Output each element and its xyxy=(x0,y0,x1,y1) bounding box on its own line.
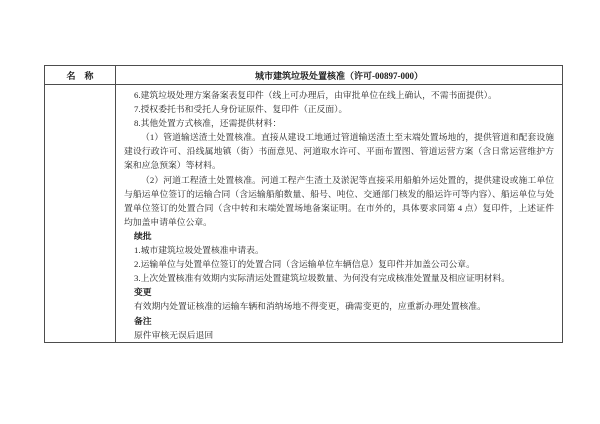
paragraph-remarks-text: 原件审核无误后退回 xyxy=(134,329,214,340)
section-heading-renewal: 续批 xyxy=(134,230,152,241)
paragraph-renewal-1: 1.城市建筑垃圾处置核准申请表。 xyxy=(134,245,264,256)
title-cell xyxy=(116,66,563,85)
paragraph-change-text: 有效期内处置证核准的运输车辆和消纳场地不得变更，确需变更的，应重新办理处置核准。 xyxy=(134,301,486,312)
paragraph-item-7: 7.授权委托书和受托人身份证原件、复印件（正反面）。 xyxy=(134,104,348,115)
paragraph-renewal-2: 2.运输单位与处置单位签订的处置合同（含运输单位车辆信息）复印件并加盖公司公章。 xyxy=(134,259,475,270)
empty-side-cell xyxy=(45,85,116,343)
section-heading-remarks: 备注 xyxy=(134,315,152,326)
paragraph-subitem-1: （1）管道输送渣土处置核准。直接从建设工地通过管道输送渣土至末端处置场地的，提供管道和配套设施建设行政许可、沿线属地镇（街）书面意见、河道取水许可、平面布置图、管道运营方案（含日常运营维护方案和应急预案）等材料。 xyxy=(124,132,554,171)
page-title: 城市建筑垃圾处置核准（许可-00897-000） xyxy=(255,70,423,81)
header-row xyxy=(45,66,563,85)
section-heading-change: 变更 xyxy=(134,287,152,298)
paragraph-subitem-2: （2）河道工程渣土处置核准。河道工程产生渣土及淤泥等直接采用船舶外运处置的，提供建设或施工单位与船运单位签订的运输合同（含运输船舶数量、船号、吨位、交通部门核发的船运许可等内容）、船运单位与处置单位签订的处置合同（含中转和末端处置场地备案证明。在市外的，具体要求同第 4 点）复印件，上述证件均加盖申请单位公章。 xyxy=(124,174,554,227)
paragraph-renewal-3: 3.上次处置核准有效期内实际清运处置建筑垃圾数量、为何没有完成核准处置量及相应证明材料。 xyxy=(134,273,511,284)
paragraph-item-6: 6.建筑垃圾处理方案备案表复印件（线上可办理后，由审批单位在线上确认，不需书面提供）。 xyxy=(134,90,497,100)
name-label: 名 称 xyxy=(66,70,94,81)
name-label-cell xyxy=(45,66,116,85)
permit-requirements-table xyxy=(44,65,563,343)
content-cell xyxy=(116,85,563,343)
paragraph-item-8: 8.其他处置方式核准，还需提供材料： xyxy=(134,118,282,129)
content-row xyxy=(45,85,563,343)
